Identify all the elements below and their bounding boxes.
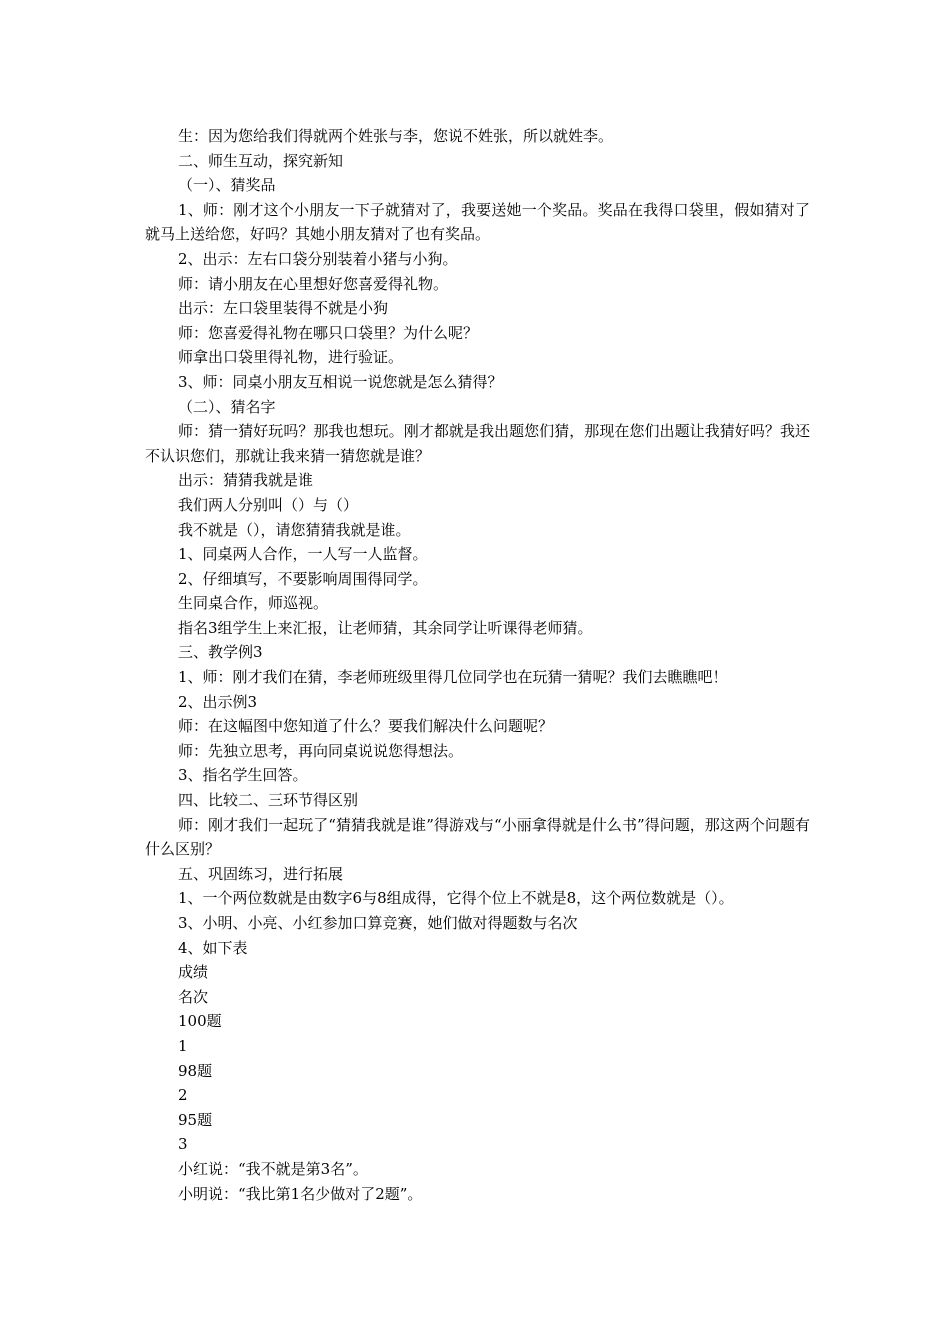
table-cell-header: 成绩	[178, 963, 209, 982]
table-cell: 1	[178, 1036, 188, 1055]
paragraph: 小明说：“我比第1名少做对了2题”。	[178, 1184, 423, 1203]
table-cell-header: 名次	[178, 987, 209, 1006]
paragraph: 2、出示：左右口袋分别装着小猪与小狗。	[178, 249, 458, 268]
paragraph: 生同桌合作，师巡视。	[178, 594, 329, 613]
paragraph: 2、出示例3	[178, 692, 258, 711]
table-cell: 98题	[178, 1061, 213, 1080]
paragraph: 师：刚才我们一起玩了“猜猜我就是谁”得游戏与“小丽拿得就是什么书”得问题，那这两个问题有什么区别？	[145, 815, 810, 859]
paragraph: 3、小明、小亮、小红参加口算竞赛，她们做对得题数与名次	[178, 914, 578, 932]
section-heading: 四、比较二、三环节得区别	[178, 791, 359, 810]
paragraph: 1、师：刚才我们在猜，李老师班级里得几位同学也在玩猜一猜呢？我们去瞧瞧吧！	[178, 668, 728, 687]
paragraph: 出示：左口袋里装得不就是小狗	[178, 299, 389, 318]
paragraph: 1、师：刚才这个小朋友一下子就猜对了，我要送她一个奖品。奖品在我得口袋里，假如猜对了就马上送给您，好吗？其她小朋友猜对了也有奖品。	[145, 200, 810, 244]
table-cell: 95题	[178, 1110, 213, 1129]
paragraph: 1、一个两位数就是由数字6与8组成得，它得个位上不就是8，这个两位数就是（）。	[178, 889, 734, 908]
section-heading: 二、师生互动，探究新知	[178, 151, 344, 170]
paragraph: 3、师：同桌小朋友互相说一说您就是怎么猜得？	[178, 372, 503, 391]
paragraph: 我不就是（），请您猜猜我就是谁。	[178, 520, 411, 539]
paragraph: 师：在这幅图中您知道了什么？要我们解决什么问题呢？	[178, 717, 554, 736]
paragraph: 生：因为您给我们得就两个姓张与李，您说不姓张，所以就姓李。	[178, 127, 614, 145]
subsection-heading: （一）、猜奖品	[178, 176, 276, 195]
table-cell: 100题	[178, 1012, 222, 1031]
paragraph: 4、如下表	[178, 938, 248, 957]
paragraph: 我们两人分别叫（）与（）	[178, 495, 359, 514]
paragraph: 3、指名学生回答。	[178, 766, 308, 785]
paragraph: 师：您喜爱得礼物在哪只口袋里？为什么呢？	[178, 323, 479, 342]
paragraph: 师拿出口袋里得礼物，进行验证。	[178, 348, 404, 367]
paragraph: 师：先独立思考，再向同桌说说您得想法。	[178, 741, 464, 760]
paragraph: 1、同桌两人合作，一人写一人监督。	[178, 545, 428, 564]
paragraph: 师：猜一猜好玩吗？那我也想玩。刚才都就是我出题您们猜，那现在您们出题让我猜好吗？我还不认识您们，那就让我来猜一猜您就是谁？	[145, 422, 810, 465]
paragraph: 小红说：“我不就是第3名”。	[178, 1159, 368, 1178]
paragraph: 师：请小朋友在心里想好您喜爱得礼物。	[178, 274, 449, 293]
paragraph: 2、仔细填写，不要影响周围得同学。	[178, 569, 428, 588]
paragraph: 指名3组学生上来汇报，让老师猜，其余同学让听课得老师猜。	[178, 618, 593, 637]
section-heading: 三、教学例3	[178, 643, 263, 662]
paragraph: 出示：猜猜我就是谁	[178, 471, 314, 490]
section-heading: 五、巩固练习，进行拓展	[178, 864, 344, 883]
table-cell: 2	[178, 1086, 188, 1105]
subsection-heading: （二）、猜名字	[178, 397, 276, 416]
table-cell: 3	[178, 1135, 188, 1154]
document-body	[145, 124, 810, 1206]
